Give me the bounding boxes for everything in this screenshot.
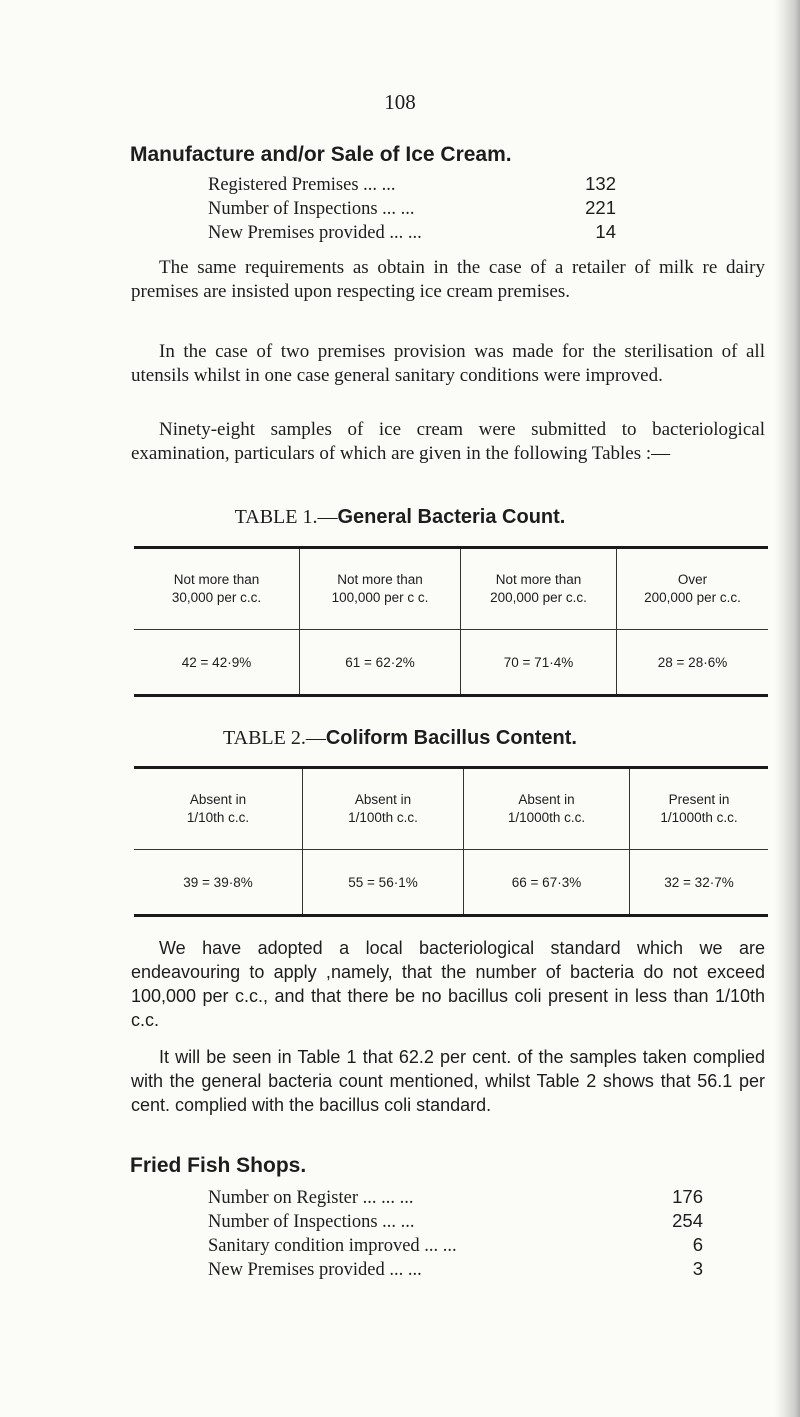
table2-caption: [0, 727, 800, 750]
stat-label: Registered Premises ... ...: [208, 175, 396, 195]
table-cell: 55 = 56·1%: [303, 850, 464, 916]
table-cell: 42 = 42·9%: [134, 630, 300, 696]
table-cell: 61 = 62·2%: [300, 630, 461, 696]
table-header-cell: Absent in 1/1000th c.c.: [464, 768, 630, 850]
table2-caption-prefix: TABLE 2.—: [223, 727, 326, 749]
table2-coliform-bacillus-content: [134, 766, 768, 917]
paragraph: The same requirements as obtain in the case of a retailer of milk re dairy premises are insisted upon respecting ice cream premises.: [131, 257, 765, 303]
table-header-cell: Over 200,000 per c.c.: [617, 548, 769, 630]
table-header-cell: Not more than 30,000 per c.c.: [171, 571, 262, 605]
table-cell: 70 = 71·4%: [461, 630, 617, 696]
stat-label: Number of Inspections ... ...: [208, 1212, 415, 1232]
table-header-row: [134, 548, 768, 630]
stat-label: New Premises provided ... ...: [208, 1260, 422, 1280]
table1-caption-prefix: TABLE 1.—: [234, 506, 338, 528]
table-row: [134, 630, 768, 696]
table2-caption-title: Coliform Bacillus Content.: [325, 727, 577, 749]
stat-value: 132: [585, 173, 616, 194]
ice-cream-heading: Manufacture and/or Sale of Ice Cream.: [130, 143, 512, 166]
table-header-row: [134, 768, 768, 850]
table1-caption: [0, 506, 800, 529]
stat-value: 176: [672, 1186, 703, 1207]
stat-value: 221: [585, 197, 616, 218]
paragraph: Ninety-eight samples of ice cream were submitted to bacteriological examination, particulars of which are given in the following Tables :—: [131, 419, 765, 465]
table-header-cell: Present in 1/1000th c.c.: [630, 768, 769, 850]
stat-label: Sanitary condition improved ... ...: [208, 1236, 457, 1256]
stat-row: [208, 1234, 703, 1257]
paragraph: It will be seen in Table 1 that 62.2 per cent. of the samples taken complied with the general bacteria count mentioned, whilst Table 2 shows that 56.1 per cent. complied with the bacillus coli standard.: [131, 1047, 765, 1115]
table-cell: 28 = 28·6%: [617, 630, 769, 696]
stat-value: 14: [595, 221, 616, 242]
stat-value: 254: [672, 1210, 703, 1231]
table1-general-bacteria-count: [134, 546, 768, 697]
stat-value: 3: [692, 1258, 703, 1279]
paragraph: In the case of two premises provision was made for the sterilisation of all utensils whilst in one case general sanitary conditions were improved.: [131, 341, 765, 387]
stat-row: [208, 1210, 703, 1233]
paragraph: We have adopted a local bacteriological standard which we are endeavouring to apply ,namely, that the number of bacteria do not exceed 100,000 per c.c., and that there be no bacillus coli present in less than 1/10th c.c.: [131, 938, 765, 1030]
table-header-cell: Absent in 1/100th c.c.: [303, 768, 464, 850]
table-cell: 66 = 67·3%: [464, 850, 630, 916]
stat-row: [208, 197, 616, 220]
table-cell: 32 = 32·7%: [630, 850, 769, 916]
table1-caption-title: General Bacteria Count.: [337, 506, 566, 528]
table-header-cell: Absent in 1/10th c.c.: [186, 791, 250, 825]
table-header-cell: Not more than 100,000 per c c.: [300, 548, 461, 630]
stat-value: 6: [692, 1234, 703, 1255]
page-edge-shadow: [774, 0, 800, 1417]
stat-row: [208, 1186, 703, 1209]
stat-row: [208, 173, 616, 196]
page-number: 108: [384, 90, 416, 114]
fried-fish-heading: Fried Fish Shops.: [130, 1154, 307, 1177]
table-cell: 39 = 39·8%: [134, 850, 303, 916]
stat-label: New Premises provided ... ...: [208, 223, 422, 243]
stat-row: [208, 221, 616, 244]
stat-row: [208, 1258, 703, 1281]
table-header-cell: Not more than 200,000 per c.c.: [461, 548, 617, 630]
stat-label: Number of Inspections ... ...: [208, 199, 415, 219]
table-row: [134, 850, 768, 916]
stat-label: Number on Register ... ... ...: [208, 1188, 414, 1208]
